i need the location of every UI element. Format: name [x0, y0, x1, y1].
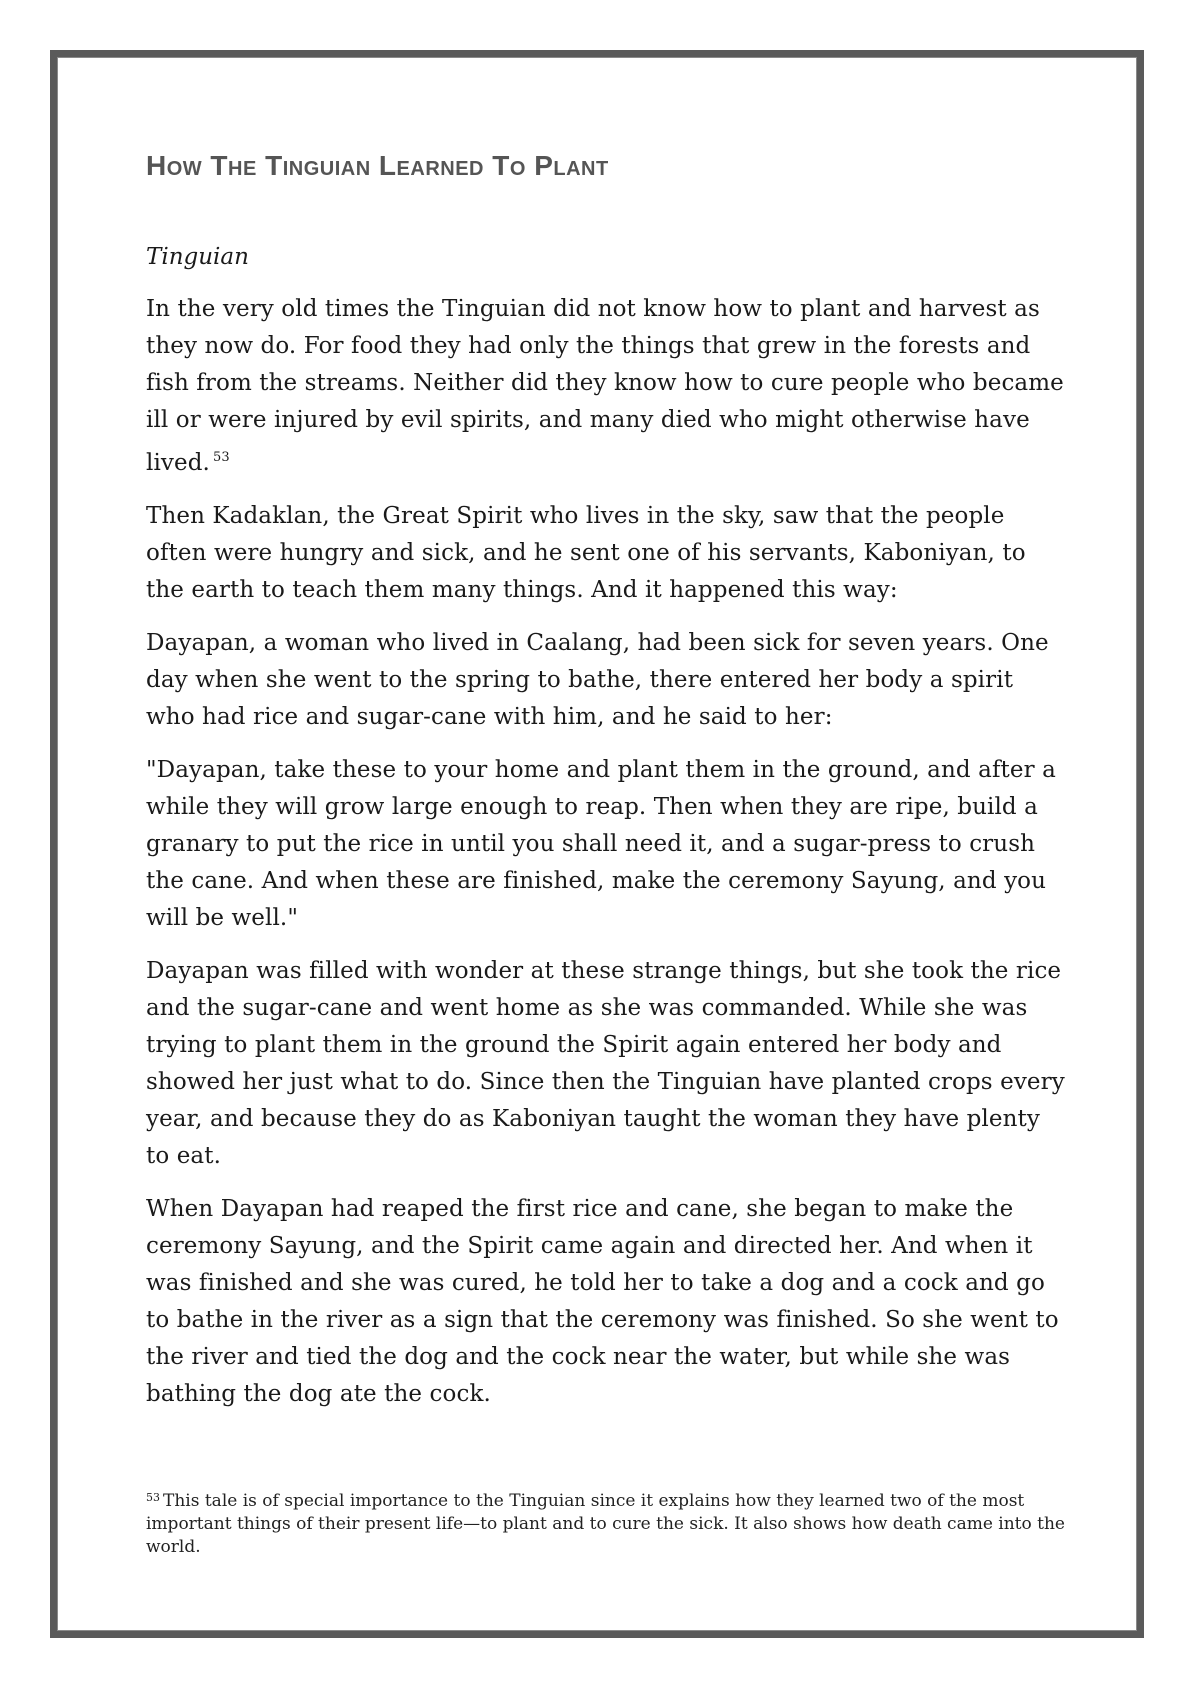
paragraph: "Dayapan, take these to your home and plant them in the ground, and after a while they will grow large enough to reap. Then when they are ripe, build a granary to put the rice in until you shall need it, and a sugar-press to crush the cane. And when these are finished, make the ceremony Sayung, and you will be well." [146, 757, 1056, 931]
page-title: How The Tinguian Learned To Plant [146, 150, 609, 181]
paragraph: Dayapan, a woman who lived in Caalang, had been sick for seven years. One day when she went to the spring to bathe, there entered her body a spirit who had rice and sugar-cane with him, and he said to her: [146, 630, 1049, 730]
paragraph-text: In the very old times the Tinguian did not know how to plant and harvest as they now do. For food they had only the things that grew in the forests and fish from the streams. Neither did they know how to cure people who became ill or were injured by evil spirits, and many died who might otherwise have lived. [146, 296, 1064, 476]
page-content [146, 146, 1066, 1429]
footnote-reference: 53 [212, 450, 230, 465]
footnote-number: 53 [146, 1491, 160, 1504]
tale-origin: Tinguian [146, 244, 249, 270]
paragraph: When Dayapan had reaped the first rice and cane, she began to make the ceremony Sayung, and the Spirit came again and directed her. And when it was finished and she was cured, he told her to take a dog and a cock and go to bathe in the river as a sign that the ceremony was finished. So she went to the river and tied the dog and the cock near the water, but while she was bathing the dog ate the cock. [146, 1196, 1059, 1407]
paragraph [146, 291, 1066, 482]
paragraph: Then Kadaklan, the Great Spirit who lives in the sky, saw that the people often were hungry and sick, and he sent one of his servants, Kaboniyan, to the earth to teach them many things. And it happened this way: [146, 503, 1026, 603]
footnote-text: This tale is of special importance to the Tinguian since it explains how they learned two of the most important things of their present life—to plant and to cure the sick. It also shows how death came into the world. [146, 1491, 1065, 1557]
footnote [146, 1486, 1066, 1559]
paragraph: Dayapan was filled with wonder at these strange things, but she took the rice and the sugar-cane and went home as she was commanded. While she was trying to plant them in the ground the Spirit again entered her body and showed her just what to do. Since then the Tinguian have planted crops every year, and because they do as Kaboniyan taught the woman they have plenty to eat. [146, 958, 1065, 1169]
